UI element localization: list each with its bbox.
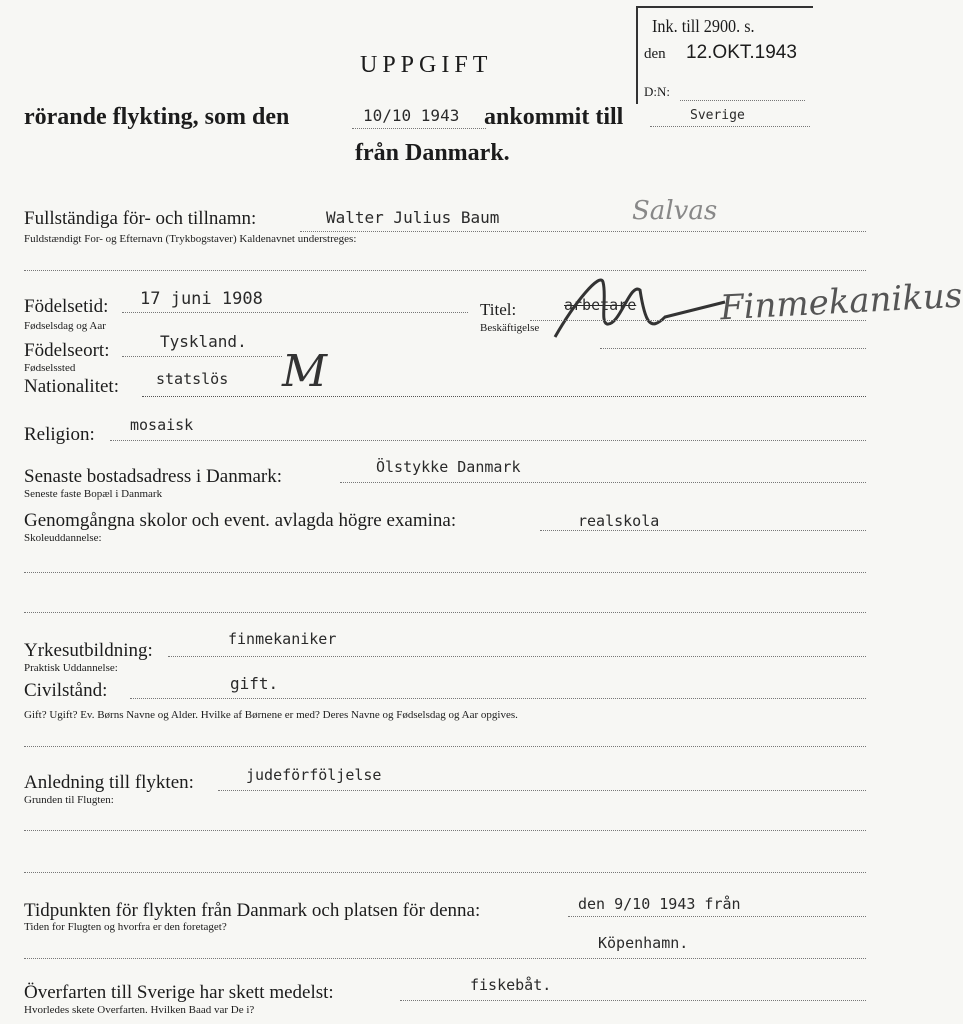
birth-date-label: Födelsetid: bbox=[24, 296, 109, 317]
address-label: Senaste bostadsadress i Danmark: bbox=[24, 466, 283, 487]
address-value: Ölstykke Danmark bbox=[376, 458, 521, 476]
schools-value: realskola bbox=[578, 512, 660, 530]
subtitle-line2: från Danmark. bbox=[355, 140, 510, 166]
name-handwritten: Salvas bbox=[632, 196, 718, 226]
crossing-value: fiskebåt. bbox=[470, 976, 552, 994]
birth-date-sublabel: Fødselsdag og Aar bbox=[24, 320, 106, 332]
name-label: Fullständiga för- och tillnamn: bbox=[24, 208, 257, 229]
reason-label: Anledning till flykten: bbox=[24, 772, 194, 793]
crossing-label: Överfarten till Sverige har skett medelst: bbox=[24, 982, 334, 1003]
birth-place-label: Födelseort: bbox=[24, 340, 110, 361]
title-sublabel: Beskäftigelse bbox=[480, 322, 540, 334]
destination: Sverige bbox=[690, 108, 745, 123]
religion-value: mosaisk bbox=[130, 416, 194, 434]
birth-place-value: Tyskland. bbox=[160, 332, 247, 351]
time-place-value: den 9/10 1943 från bbox=[578, 895, 741, 913]
schools-label: Genomgångna skolor och event. avlagda högre examina: bbox=[24, 510, 457, 531]
time-place-value2: Köpenhamn. bbox=[598, 934, 689, 952]
title-label: Titel: bbox=[480, 300, 517, 319]
birth-date-value: 17 juni 1908 bbox=[140, 289, 263, 309]
received-stamp bbox=[636, 6, 813, 104]
reason-value: judeförföljelse bbox=[246, 766, 382, 784]
crossing-sublabel: Hvorledes skete Overfarten. Hvilken Baad var De i? bbox=[24, 1004, 255, 1016]
time-place-sublabel: Tiden for Flugten og hvorfra er den foretaget? bbox=[24, 921, 227, 933]
address-sublabel: Seneste faste Bopæl i Danmark bbox=[24, 488, 163, 500]
schools-sublabel: Skoleuddannelse: bbox=[24, 532, 102, 544]
title-value: arbetare bbox=[564, 296, 637, 314]
stamp-line3: D:N: bbox=[644, 84, 670, 99]
handwritten-strikethrough bbox=[545, 262, 730, 362]
nationality-value: statslös bbox=[156, 370, 229, 388]
subtitle-mid: ankommit till bbox=[484, 104, 624, 130]
name-value: Walter Julius Baum bbox=[326, 208, 500, 227]
religion-label: Religion: bbox=[24, 424, 95, 445]
reason-sublabel: Grunden til Flugten: bbox=[24, 794, 114, 806]
subtitle-prefix: rörande flykting, som den bbox=[24, 104, 290, 130]
civil-sublabel: Gift? Ugift? Ev. Børns Navne og Alder. Hvilke af Børnene er med? Deres Navne og Fødselsdag og Aar opgives. bbox=[24, 709, 518, 721]
arrival-date: 10/10 1943 bbox=[363, 106, 460, 125]
time-place-label: Tidpunkten för flykten från Danmark och platsen för denna: bbox=[24, 900, 481, 921]
vocational-value: finmekaniker bbox=[228, 630, 337, 648]
nationality-handwritten: M bbox=[282, 346, 328, 397]
civil-label: Civilstånd: bbox=[24, 680, 108, 701]
title-handwritten: Finmekanikus bbox=[719, 275, 963, 329]
nationality-label: Nationalitet: bbox=[24, 376, 119, 397]
stamp-line1: Ink. till 2900. s. bbox=[652, 16, 755, 36]
stamp-line2-prefix: den bbox=[644, 46, 666, 62]
name-sublabel: Fuldstændigt For- og Efternavn (Trykbogstaver) Kaldenavnet understreges: bbox=[24, 233, 357, 245]
civil-value: gift. bbox=[230, 674, 279, 693]
stamp-date: 12.OKT.1943 bbox=[686, 42, 797, 63]
birth-place-sublabel: Fødselssted bbox=[24, 362, 76, 374]
vocational-sublabel: Praktisk Uddannelse: bbox=[24, 662, 118, 674]
form-title: UPPGIFT bbox=[360, 52, 493, 78]
vocational-label: Yrkesutbildning: bbox=[24, 640, 153, 661]
